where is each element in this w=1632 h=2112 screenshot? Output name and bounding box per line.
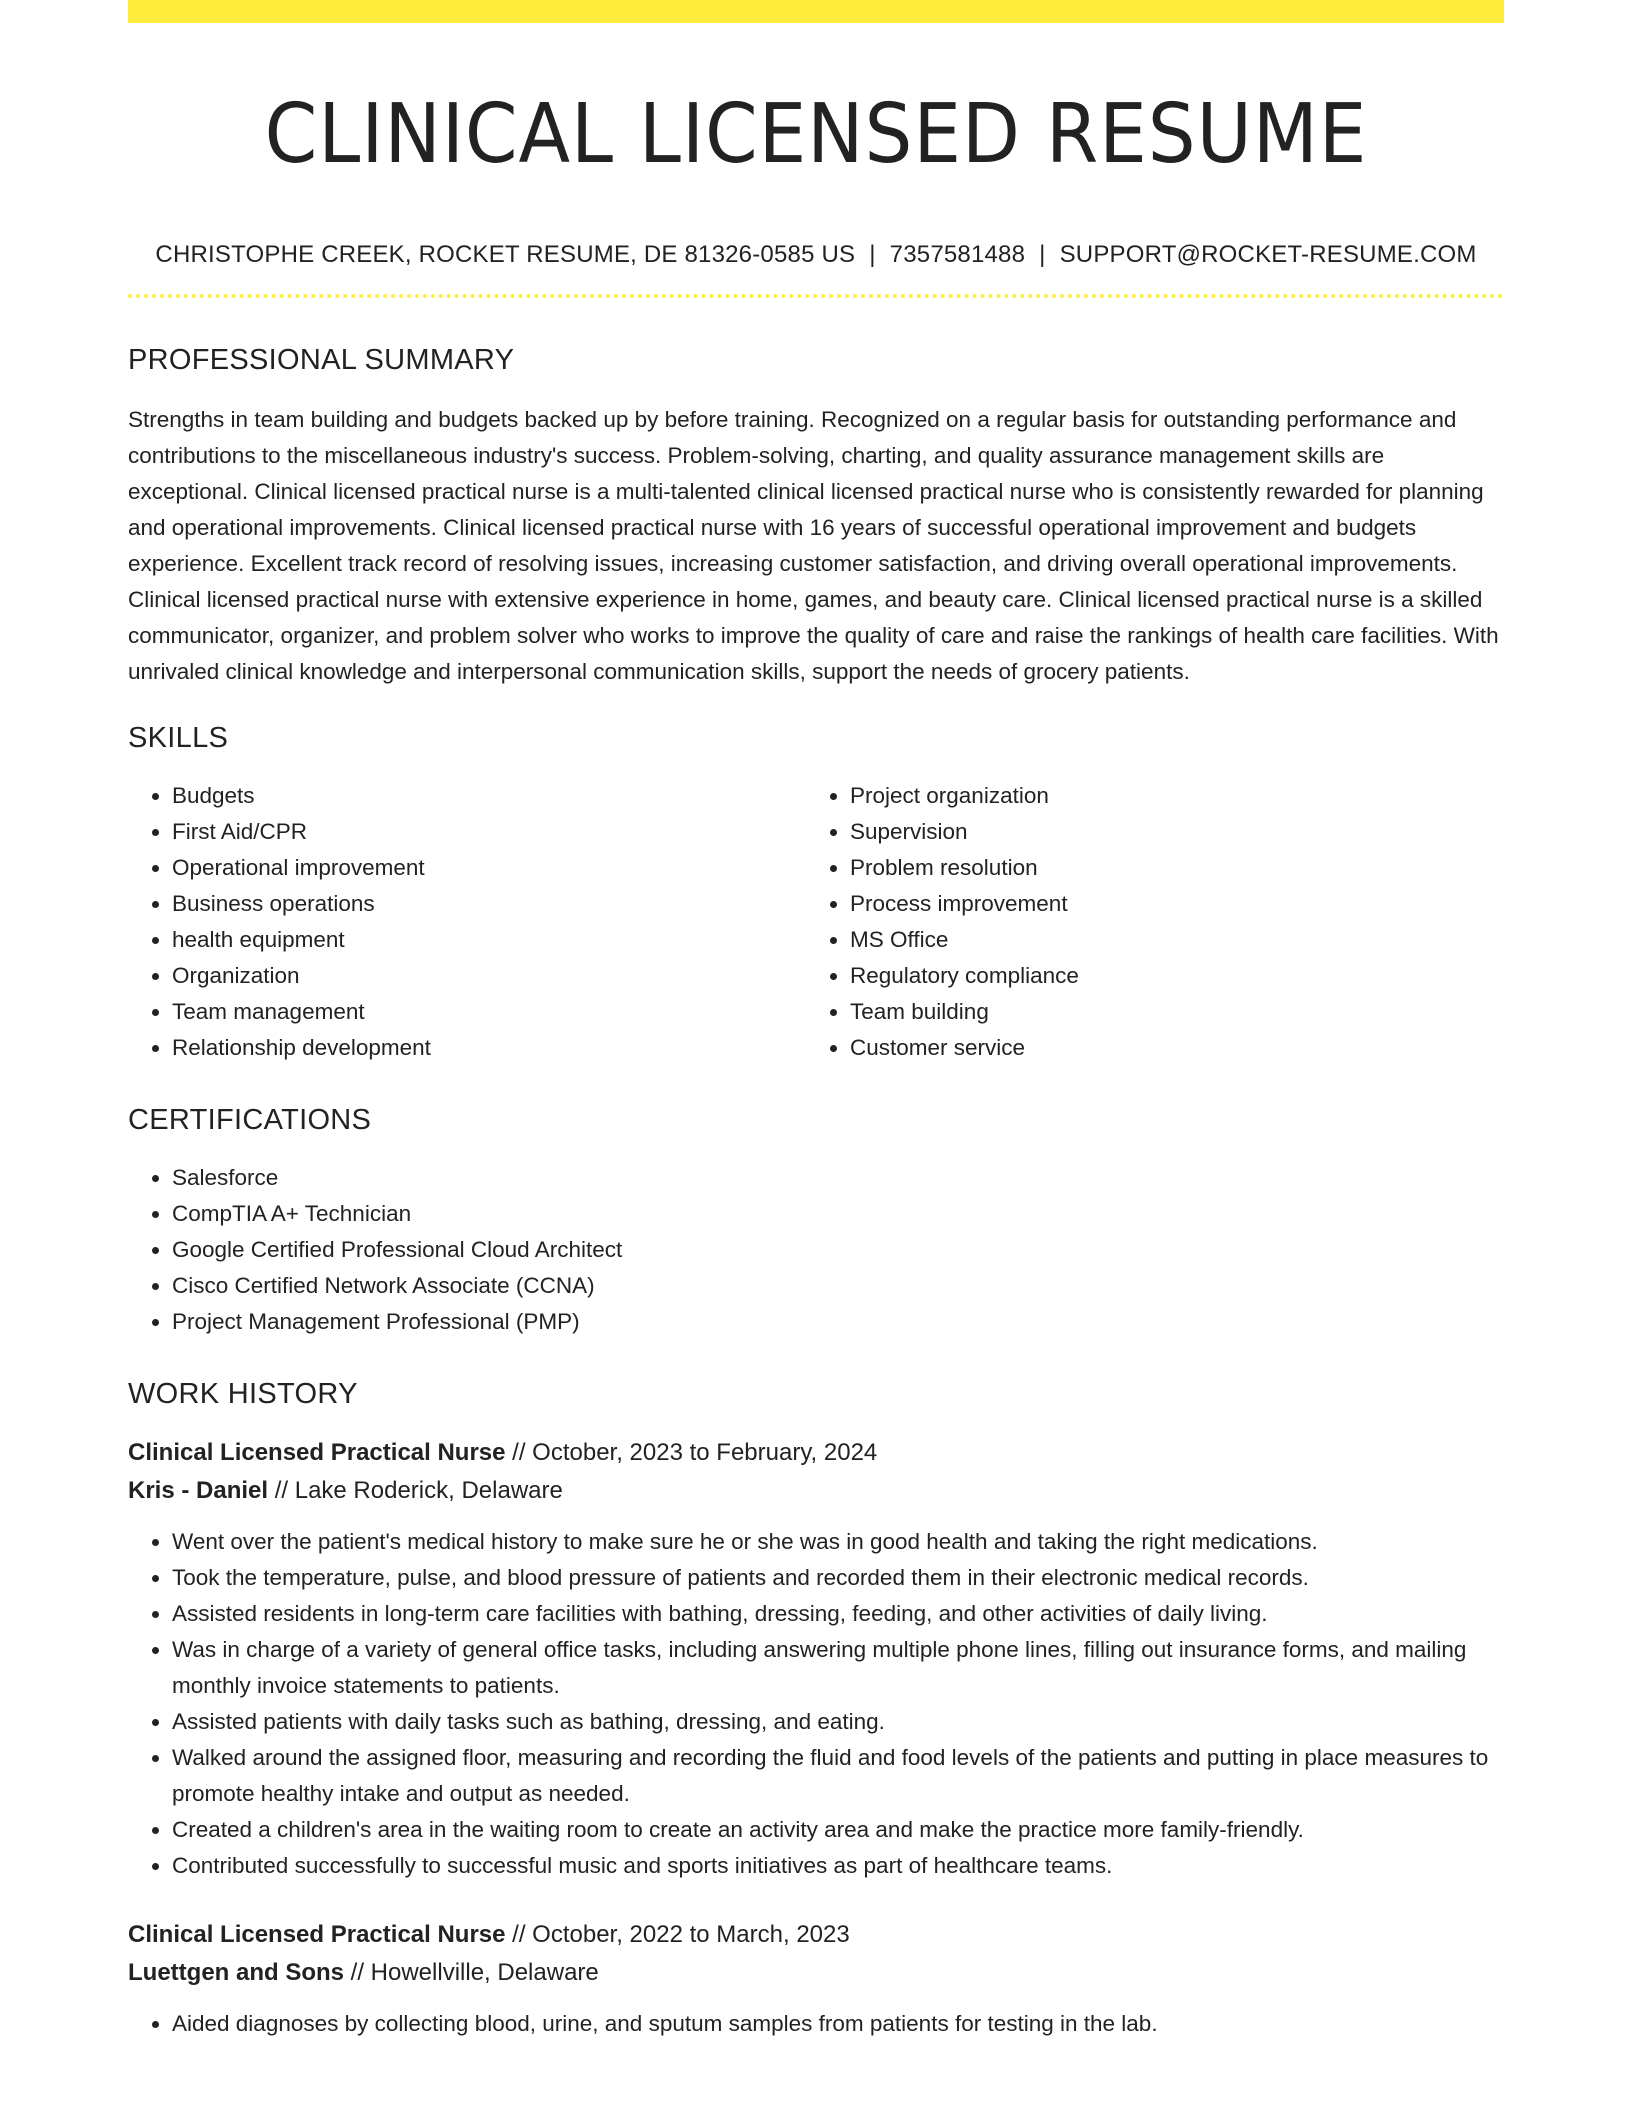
skill-item: • Business operations [172, 886, 806, 922]
skill-item: • Regulatory compliance [850, 958, 1484, 994]
job-bullets [128, 2006, 1504, 2042]
job-bullet: • Was in charge of a variety of general office tasks, including answering multiple phone lines, filling out insurance forms, and mailing monthly invoice statements to patients. [172, 1632, 1504, 1704]
skills-list-left [128, 778, 806, 1066]
job-role: Clinical Licensed Practical Nurse [128, 1921, 506, 1948]
skills-heading: SKILLS [128, 722, 229, 754]
top-accent-bar [128, 0, 1504, 23]
certifications-list [128, 1160, 1504, 1340]
contact-line [128, 240, 1504, 270]
work-history-heading: WORK HISTORY [128, 1378, 358, 1410]
certification-item: • Salesforce [172, 1160, 1504, 1196]
job-company: Luettgen and Sons [128, 1959, 344, 1986]
certification-item: • Cisco Certified Network Associate (CCNA) [172, 1268, 1504, 1304]
resume-title: CLINICAL LICENSED RESUME [264, 87, 1368, 182]
job-entry [128, 1916, 1504, 2042]
skill-item: • Operational improvement [172, 850, 806, 886]
contact-separator: | [1039, 241, 1046, 268]
job-bullet: • Contributed successfully to successful music and sports initiatives as part of healthcare teams. [172, 1848, 1504, 1884]
skill-item: • Supervision [850, 814, 1484, 850]
job-bullet: • Walked around the assigned floor, measuring and recording the fluid and food levels of the patients and putting in place measures to promote healthy intake and output as needed. [172, 1740, 1504, 1812]
job-role: Clinical Licensed Practical Nurse [128, 1439, 506, 1466]
skill-item: • Problem resolution [850, 850, 1484, 886]
job-title-line [128, 1434, 1504, 1472]
job-company-line [128, 1472, 1504, 1510]
job-bullet: • Assisted patients with daily tasks such as bathing, dressing, and eating. [172, 1704, 1504, 1740]
job-title-line [128, 1916, 1504, 1954]
job-location: // Howellville, Delaware [344, 1959, 599, 1986]
job-location: // Lake Roderick, Delaware [268, 1477, 563, 1504]
summary-heading: PROFESSIONAL SUMMARY [128, 344, 515, 376]
certifications-heading: CERTIFICATIONS [128, 1104, 372, 1136]
contact-email: SUPPORT@ROCKET-RESUME.COM [1059, 241, 1477, 268]
certification-item: • Project Management Professional (PMP) [172, 1304, 1504, 1340]
job-bullet: • Took the temperature, pulse, and blood pressure of patients and recorded them in their electronic medical records. [172, 1560, 1504, 1596]
certification-item: • Google Certified Professional Cloud Architect [172, 1232, 1504, 1268]
skill-item: • Customer service [850, 1030, 1484, 1066]
job-entry [128, 1434, 1504, 1884]
job-company: Kris - Daniel [128, 1477, 269, 1504]
contact-separator: | [869, 241, 876, 268]
skill-item: • First Aid/CPR [172, 814, 806, 850]
skill-item: • Relationship development [172, 1030, 806, 1066]
skill-item: • Team building [850, 994, 1484, 1030]
contact-phone: 7357581488 [889, 241, 1026, 268]
job-bullet: • Assisted residents in long-term care facilities with bathing, dressing, feeding, and other activities of daily living. [172, 1596, 1504, 1632]
skills-grid [128, 778, 1504, 1066]
contact-address: CHRISTOPHE CREEK, ROCKET RESUME, DE 81326-0585 US [155, 241, 856, 268]
job-bullet: • Went over the patient's medical history to make sure he or she was in good health and taking the right medications. [172, 1524, 1504, 1560]
dotted-divider [128, 294, 1504, 298]
certification-item: • CompTIA A+ Technician [172, 1196, 1504, 1232]
resume-page [128, 0, 1504, 2042]
skill-item: • MS Office [850, 922, 1484, 958]
job-dates: // October, 2022 to March, 2023 [505, 1921, 850, 1948]
skill-item: • Budgets [172, 778, 806, 814]
job-company-line [128, 1954, 1504, 1992]
skill-item: • Organization [172, 958, 806, 994]
skill-item: • Project organization [850, 778, 1484, 814]
job-dates: // October, 2023 to February, 2024 [505, 1439, 878, 1466]
summary-text: Strengths in team building and budgets backed up by before training. Recognized on a regular basis for outstanding performance and contributions to the miscellaneous industry's success. Problem-solving, charting, and quality assurance management skills are exceptional. Clinical licensed practical nurse is a multi-talented clinical licensed practical nurse who is consistently rewarded for planning and operational improvements. Clinical licensed practical nurse with 16 years of successful operational improvement and budgets experience. Excellent track record of resolving issues, increasing customer satisfaction, and driving overall operational improvements. Clinical licensed practical nurse with extensive experience in home, games, and beauty care. Clinical licensed practical nurse is a skilled communicator, organizer, and problem solver who works to improve the quality of care and raise the rankings of health care facilities. With unrivaled clinical knowledge and interpersonal communication skills, support the needs of grocery patients. [128, 407, 1499, 684]
skills-list-right [806, 778, 1484, 1066]
skill-item: • Process improvement [850, 886, 1484, 922]
job-bullet: • Aided diagnoses by collecting blood, urine, and sputum samples from patients for testing in the lab. [172, 2006, 1504, 2042]
job-bullets [128, 1524, 1504, 1884]
job-bullet: • Created a children's area in the waiting room to create an activity area and make the practice more family-friendly. [172, 1812, 1504, 1848]
skill-item: • health equipment [172, 922, 806, 958]
skill-item: • Team management [172, 994, 806, 1030]
